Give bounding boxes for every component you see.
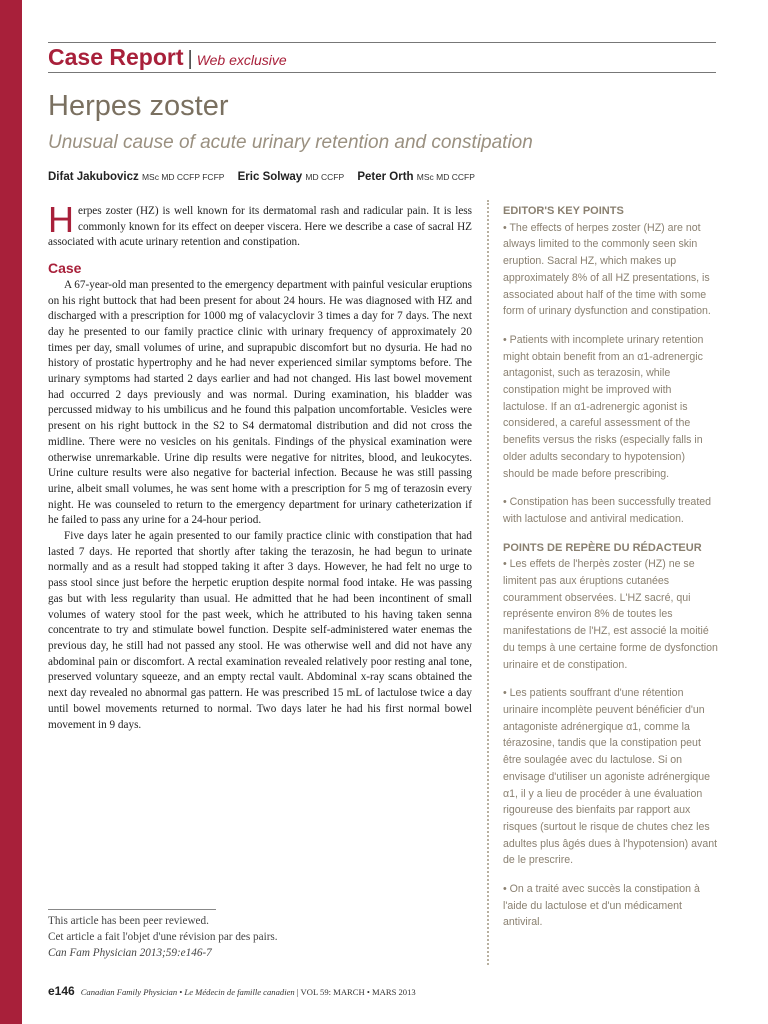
drop-cap: H	[48, 199, 74, 240]
sidebar-color-bar	[0, 0, 22, 1024]
key-point: • The effects of herpes zoster (HZ) are not always limited to the commonly seen skin eruption. Sacral HZ, which makes up approximately 8% of all HZ presentations, is associated about half of the time with some form of urinary dysfunction and constipation.	[503, 221, 711, 318]
case-paragraph: A 67-year-old man presented to the emergency department with painful vesicular eruptions on his right buttock that had been present for about 24 hours. He was diagnosed with HZ and discharged with a prescription for 1000 mg of valacyclovir 3 times a day for 7 days. The next day he presented to our family practice clinic with urinary frequency of approximately 20 times per day, small volumes of urine, and suprapubic discomfort but no dysuria. He had no history of prostatic hypertrophy and he had never experienced similar symptoms before. The urinary symptoms had started 2 days earlier and had not changed. His last bowel movement had occurred 2 days previously and was normal. During examination, his bladder was percussed midway to his umbilicus and he found this palpation uncomfortable. Vesicles were present on his right buttock in the S2 to S4 dermatomal distribution and did not cross the midline. There were no vesicles on his genitals. Findings of the physical examination were otherwise unremarkable. Urine dip results were negative for nitrites, blood, and leukocytes. Urine culture results were also negative for bacterial infection. Because he was still passing urine, albeit small volumes, he was sent home with a prescription for 5 mg of terazosin every night. He was counseled to return to the emergency department for urinary catheterization if he failed to pass any urine for a 24-hour period.	[48, 278, 472, 527]
article-subtitle: Unusual cause of acute urinary retention and constipation	[48, 132, 533, 153]
case-paragraph: Five days later he again presented to our family practice clinic with constipation that had lasted 7 days. He reported that shortly after taking the terazosin, he had begun to urinate normally and as a result had stopped taking it after 3 days. However, he had felt no urge to pass stool since just before the herpetic eruption despite normal food intake. He was passing gas but with less regularity than usual. He admitted that he had been incontinent of small volumes of watery stool for the past week, which he attributed to his having taken senna concentrate to try and stimulate bowel function. Despite self-administered water enemas the previous day, he still had not passed any stool. He was otherwise well and did not have any abdominal pain or discomfort. A rectal examination revealed relatively poor resting anal tone, preserved voluntary squeeze, and an empty rectal vault. Abdominal x-ray scans obtained the next day revealed no abnormal gas pattern. He was prescribed 15 mL of lactulose twice a day until bowel movements returned to normal. Two days later he had his first normal bowel movement in 9 days.	[48, 530, 472, 731]
volume-info: | VOL 59: MARCH • MARS 2013	[296, 987, 416, 997]
header-bottom-rule	[48, 72, 716, 73]
peer-review-note: This article has been peer reviewed.	[48, 915, 209, 927]
citation: Can Fam Physician 2013;59:e146-7	[48, 947, 212, 959]
footnote-rule	[48, 909, 216, 910]
journal-name: Canadian Family Physician • Le Médecin de famille canadien	[80, 987, 295, 997]
editor-box-title-fr: POINTS DE REPÈRE DU RÉDACTEUR	[503, 541, 702, 554]
key-point: • Les effets de l'herpès zoster (HZ) ne se limitent pas aux éruptions cutanées couramment observées. L'HZ sacré, qui représente environ 8% de toutes les manifestations de l'HZ, est associé la moitié du temps à une certaine forme de dysfonction urinaire et de constipation.	[503, 558, 718, 671]
footnote	[48, 913, 278, 961]
intro-paragraph: Herpes zoster (HZ) is well known for its dermatomal rash and radicular pain. It is less commonly known for its effect on deeper viscera. Here we describe a case of sacral HZ associated with acute urinary retention and constipation.	[48, 199, 472, 249]
author: Difat Jakubovicz MSc MD CCFP FCFP	[48, 171, 225, 183]
section-header	[48, 44, 287, 71]
section-label: Case Report	[48, 44, 184, 70]
article-title: Herpes zoster	[48, 90, 229, 122]
page-number: e146	[48, 984, 75, 998]
header-top-rule	[48, 42, 716, 43]
key-point: • On a traité avec succès la constipation à l'aide du lactulose et d'un médicament antiviral.	[503, 883, 700, 929]
author-list	[48, 171, 485, 183]
main-column	[48, 199, 472, 733]
author: Eric Solway MD CCFP	[237, 171, 345, 183]
peer-review-note-fr: Cet article a fait l'objet d'une révision par des pairs.	[48, 931, 278, 943]
key-point: • Constipation has been successfully treated with lactulose and antiviral medication.	[503, 496, 712, 525]
header-separator: |	[187, 48, 193, 70]
author: Peter Orth MSc MD CCFP	[357, 171, 475, 183]
key-point: • Patients with incomplete urinary retention might obtain benefit from an α1-adrenergic antagonist, such as terazosin, while constipation might be improved with lactulose. If an α1-adrenergic agonist is considered, a careful assessment of the benefits versus the risks (especially falls in older adults secondary to hypotension) should be made before prescribing.	[503, 333, 704, 480]
subsection-label: Web exclusive	[196, 52, 287, 68]
editor-key-points-box	[503, 203, 718, 931]
column-divider	[487, 200, 489, 965]
key-point: • Les patients souffrant d'une rétention urinaire incomplète peuvent bénéficier d'un antagoniste adrénergique α1, comme la térazosine, tandis que la constipation peut être soulagée avec du lactulose. Si on envisage d'utiliser un agoniste adrénergique α1, il y a lieu de procéder à une évaluation rigoureuse des bienfaits par rapport aux risques (surtout le risque de chutes chez les adultes plus âgés dues à l'hypotension) avant de le prescrire.	[503, 687, 718, 867]
page-footer	[48, 984, 416, 998]
editor-box-title-en: EDITOR'S KEY POINTS	[503, 205, 624, 217]
case-heading: Case	[48, 260, 82, 277]
